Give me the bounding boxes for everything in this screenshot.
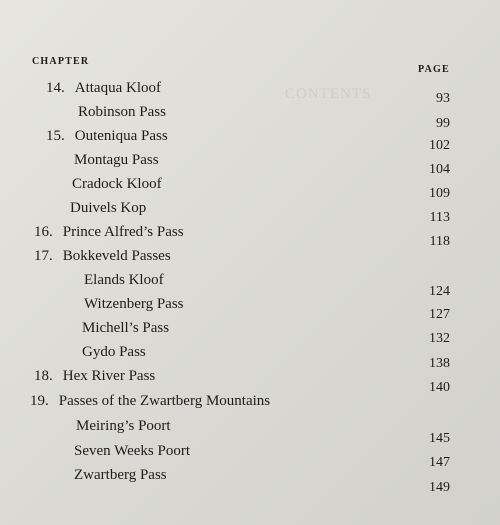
page-number: 132 bbox=[429, 331, 450, 346]
page-number: 124 bbox=[429, 284, 450, 299]
toc-entry bbox=[70, 200, 146, 217]
entry-title: Seven Weeks Poort bbox=[74, 443, 191, 459]
chapter-number: 16. bbox=[34, 224, 53, 240]
entry-title: Meiring’s Poort bbox=[76, 418, 171, 434]
toc-entry bbox=[46, 128, 168, 145]
entry-title: Elands Kloof bbox=[84, 272, 164, 288]
entry-title: Cradock Kloof bbox=[72, 176, 162, 192]
entry-title: Prince Alfred’s Pass bbox=[62, 224, 184, 240]
page-number: 140 bbox=[429, 380, 450, 395]
entry-title: Outeniqua Pass bbox=[74, 128, 168, 144]
toc-entry bbox=[74, 443, 190, 460]
page-header: PAGE bbox=[418, 64, 450, 75]
chapter-number: 14. bbox=[46, 80, 65, 96]
page-number: 109 bbox=[429, 186, 450, 201]
toc-entry bbox=[82, 344, 146, 361]
entry-title: Witzenberg Pass bbox=[84, 296, 184, 312]
toc-entry bbox=[84, 272, 164, 289]
chapter-header: CHAPTER bbox=[32, 56, 90, 67]
toc-entry bbox=[34, 224, 184, 241]
page-number: 99 bbox=[436, 116, 450, 131]
toc-entry bbox=[76, 418, 171, 435]
page-number: 147 bbox=[429, 455, 450, 470]
chapter-number: 19. bbox=[30, 393, 49, 409]
toc-entry bbox=[82, 320, 169, 337]
entry-title: Duivels Kop bbox=[70, 200, 147, 216]
page-number: 127 bbox=[429, 307, 450, 322]
page-number: 149 bbox=[429, 480, 450, 495]
chapter-number: 17. bbox=[34, 248, 53, 264]
page-number: 113 bbox=[429, 210, 450, 225]
entry-title: Robinson Pass bbox=[78, 104, 166, 120]
entry-title: Attaqua Kloof bbox=[74, 80, 161, 96]
page-number: 102 bbox=[429, 138, 450, 153]
toc-entry bbox=[34, 248, 171, 265]
page-number: 138 bbox=[429, 356, 450, 371]
page-number: 104 bbox=[429, 162, 450, 177]
toc-entry bbox=[74, 152, 159, 169]
entry-title: Gydo Pass bbox=[82, 344, 146, 360]
entry-title: Bokkeveld Passes bbox=[62, 248, 171, 264]
entry-title: Zwartberg Pass bbox=[74, 467, 167, 483]
page-number: 118 bbox=[429, 234, 450, 249]
page-number: 145 bbox=[429, 431, 450, 446]
page-number: 93 bbox=[436, 91, 450, 106]
entry-title: Montagu Pass bbox=[74, 152, 159, 168]
toc-entry bbox=[84, 296, 184, 313]
toc-entry bbox=[72, 176, 162, 193]
chapter-number: 18. bbox=[34, 368, 53, 384]
bleed-through-text: CONTENTS bbox=[285, 86, 372, 102]
toc-entry bbox=[30, 393, 270, 410]
chapter-number: 15. bbox=[46, 128, 65, 144]
toc-entry bbox=[74, 467, 167, 484]
toc-entry bbox=[78, 104, 166, 121]
toc-entry bbox=[46, 80, 161, 97]
entry-title: Michell’s Pass bbox=[82, 320, 170, 336]
toc-entry bbox=[34, 368, 155, 385]
entry-title: Hex River Pass bbox=[62, 368, 156, 384]
entry-title: Passes of the Zwartberg Mountains bbox=[58, 393, 271, 409]
